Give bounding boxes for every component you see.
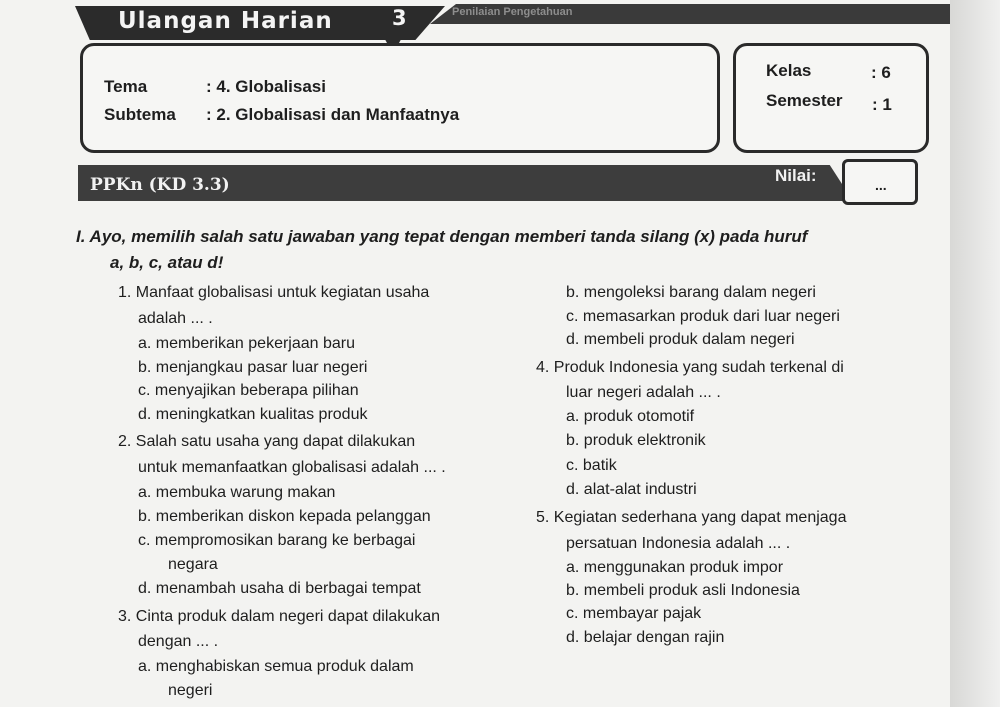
kelas-label: Kelas — [766, 61, 812, 80]
question-5: 5. Kegiatan sederhana yang dapat menjaga — [536, 509, 847, 526]
q3-option-a[interactable]: a. menghabiskan semua produk dalam — [138, 658, 414, 675]
worksheet-subtitle: Penilaian Pengetahuan — [452, 6, 573, 18]
semester-label: Semester — [766, 91, 843, 110]
q4-option-b[interactable]: b. produk elektronik — [566, 432, 706, 449]
question-4-cont: luar negeri adalah ... . — [566, 384, 721, 401]
topic-box — [80, 43, 720, 153]
tema-value: : 4. Globalisasi — [206, 77, 326, 96]
q3-option-b[interactable]: b. mengoleksi barang dalam negeri — [566, 284, 816, 301]
q4-option-a[interactable]: a. produk otomotif — [566, 408, 695, 425]
q1-option-d[interactable]: d. meningkatkan kualitas produk — [138, 406, 368, 423]
q5-option-b[interactable]: b. membeli produk asli Indonesia — [566, 582, 800, 599]
question-2: 2. Salah satu usaha yang dapat dilakukan — [118, 433, 416, 450]
worksheet-number: 3 — [392, 6, 407, 30]
subtema-label: Subtema — [104, 105, 176, 124]
q1-option-a[interactable]: a. memberikan pekerjaan baru — [138, 335, 356, 352]
q2-option-c-cont: negara — [168, 556, 218, 573]
q2-option-a[interactable]: a. membuka warung makan — [138, 484, 336, 501]
question-5-cont: persatuan Indonesia adalah ... . — [566, 535, 791, 552]
question-4: 4. Produk Indonesia yang sudah terkenal di — [536, 359, 844, 376]
question-3: 3. Cinta produk dalam negeri dapat dilakukan — [118, 608, 440, 625]
q1-option-c[interactable]: c. menyajikan beberapa pilihan — [138, 382, 359, 399]
q5-option-c[interactable]: c. membayar pajak — [566, 605, 702, 622]
nilai-value: ... — [875, 177, 887, 193]
q5-option-d[interactable]: d. belajar dengan rajin — [566, 629, 725, 646]
q2-option-b[interactable]: b. memberikan diskon kepada pelanggan — [138, 508, 431, 525]
q3-option-a-cont: negeri — [168, 682, 213, 699]
semester-value: : 1 — [872, 95, 892, 114]
kelas-value: : 6 — [871, 63, 891, 82]
q3-option-d[interactable]: d. membeli produk dalam negeri — [566, 331, 795, 348]
q1-option-b[interactable]: b. menjangkau pasar luar negeri — [138, 359, 368, 376]
q3-option-c[interactable]: c. memasarkan produk dari luar negeri — [566, 308, 840, 325]
q2-option-c[interactable]: c. mempromosikan barang ke berbagai — [138, 532, 416, 549]
subject-name: PPKn (KD 3.3) — [90, 175, 230, 195]
question-1-cont: adalah ... . — [138, 310, 213, 327]
tema-label: Tema — [104, 77, 148, 96]
q4-option-d[interactable]: d. alat-alat industri — [566, 481, 697, 498]
q2-option-d[interactable]: d. menambah usaha di berbagai tempat — [138, 580, 421, 597]
instruction-line-1: I. Ayo, memilih salah satu jawaban yang tepat dengan memberi tanda silang (x) pada huruf — [76, 227, 808, 246]
question-1: 1. Manfaat globalisasi untuk kegiatan usaha — [118, 284, 430, 301]
q5-option-a[interactable]: a. menggunakan produk impor — [566, 559, 784, 576]
subtema-value: : 2. Globalisasi dan Manfaatnya — [206, 105, 460, 124]
question-2-cont: untuk memanfaatkan globalisasi adalah ... . — [138, 459, 446, 476]
instruction-line-2: a, b, c, atau d! — [110, 253, 224, 272]
question-3-cont: dengan ... . — [138, 633, 219, 650]
worksheet-title: Ulangan Harian — [118, 8, 333, 34]
q4-option-c[interactable]: c. batik — [566, 457, 617, 474]
nilai-label: Nilai: — [775, 166, 817, 185]
page-shadow — [950, 0, 1000, 707]
